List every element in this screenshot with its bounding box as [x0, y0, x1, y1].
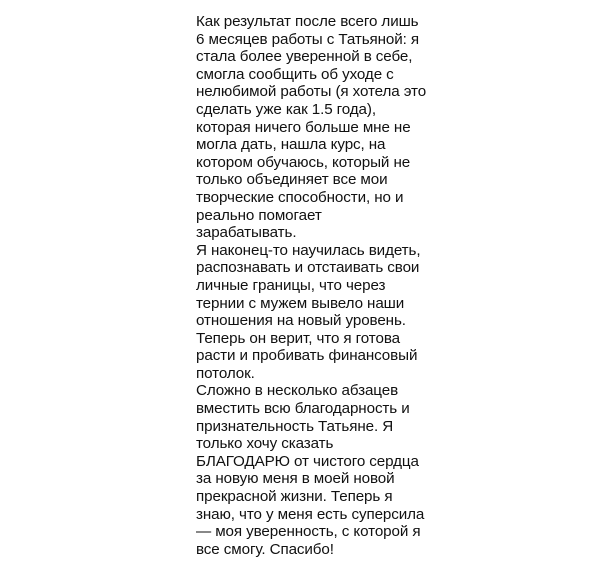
text-line: за новую меня в моей новой	[196, 470, 395, 488]
paragraph-gratitude	[196, 382, 436, 558]
text-line: тернии с мужем вывело наши	[196, 294, 405, 312]
text-line: зарабатывать.	[196, 224, 297, 242]
text-line: признательность Татьяне. Я	[196, 417, 394, 435]
text-line: личные границы, что через	[196, 276, 386, 294]
text-line: которая ничего больше мне не	[196, 118, 411, 136]
text-line: — моя уверенность, с которой я	[196, 523, 421, 541]
text-line: все смогу. Спасибо!	[196, 540, 334, 558]
text-line: прекрасной жизни. Теперь я	[196, 488, 393, 506]
text-line: стала более уверенной в себе,	[196, 48, 413, 66]
text-line: Я наконец-то научилась видеть,	[196, 241, 421, 259]
text-line: 6 месяцев работы с Татьяной: я	[196, 30, 420, 48]
text-line: котором обучаюсь, который не	[196, 153, 411, 171]
paragraph-boundaries	[196, 242, 436, 383]
text-line: только объединяет все мои	[196, 171, 388, 189]
text-line: потолок.	[196, 364, 255, 382]
text-line: смогла сообщить об уходе с	[196, 65, 394, 83]
testimonial-text	[196, 13, 436, 558]
text-line: Сложно в несколько абзацев	[196, 382, 399, 400]
text-line: Теперь он верит, что я готова	[196, 329, 400, 347]
text-line: знаю, что у меня есть суперсила	[196, 505, 425, 523]
text-line: распознавать и отстаивать свои	[196, 259, 420, 277]
text-line: отношения на новый уровень.	[196, 312, 406, 330]
text-line: реально помогает	[196, 206, 322, 224]
text-line: только хочу сказать	[196, 435, 334, 453]
text-line: сделать уже как 1.5 года),	[196, 100, 376, 118]
text-line: нелюбимой работы (я хотела это	[196, 83, 427, 101]
text-line: Как результат после всего лишь	[196, 13, 419, 30]
text-line: творческие способности, но и	[196, 188, 404, 206]
text-line: БЛАГОДАРЮ от чистого сердца	[196, 452, 419, 470]
text-line: расти и пробивать финансовый	[196, 347, 418, 365]
paragraph-results	[196, 13, 436, 242]
text-line: могла дать, нашла курс, на	[196, 136, 386, 154]
text-line: вместить всю благодарность и	[196, 400, 410, 418]
